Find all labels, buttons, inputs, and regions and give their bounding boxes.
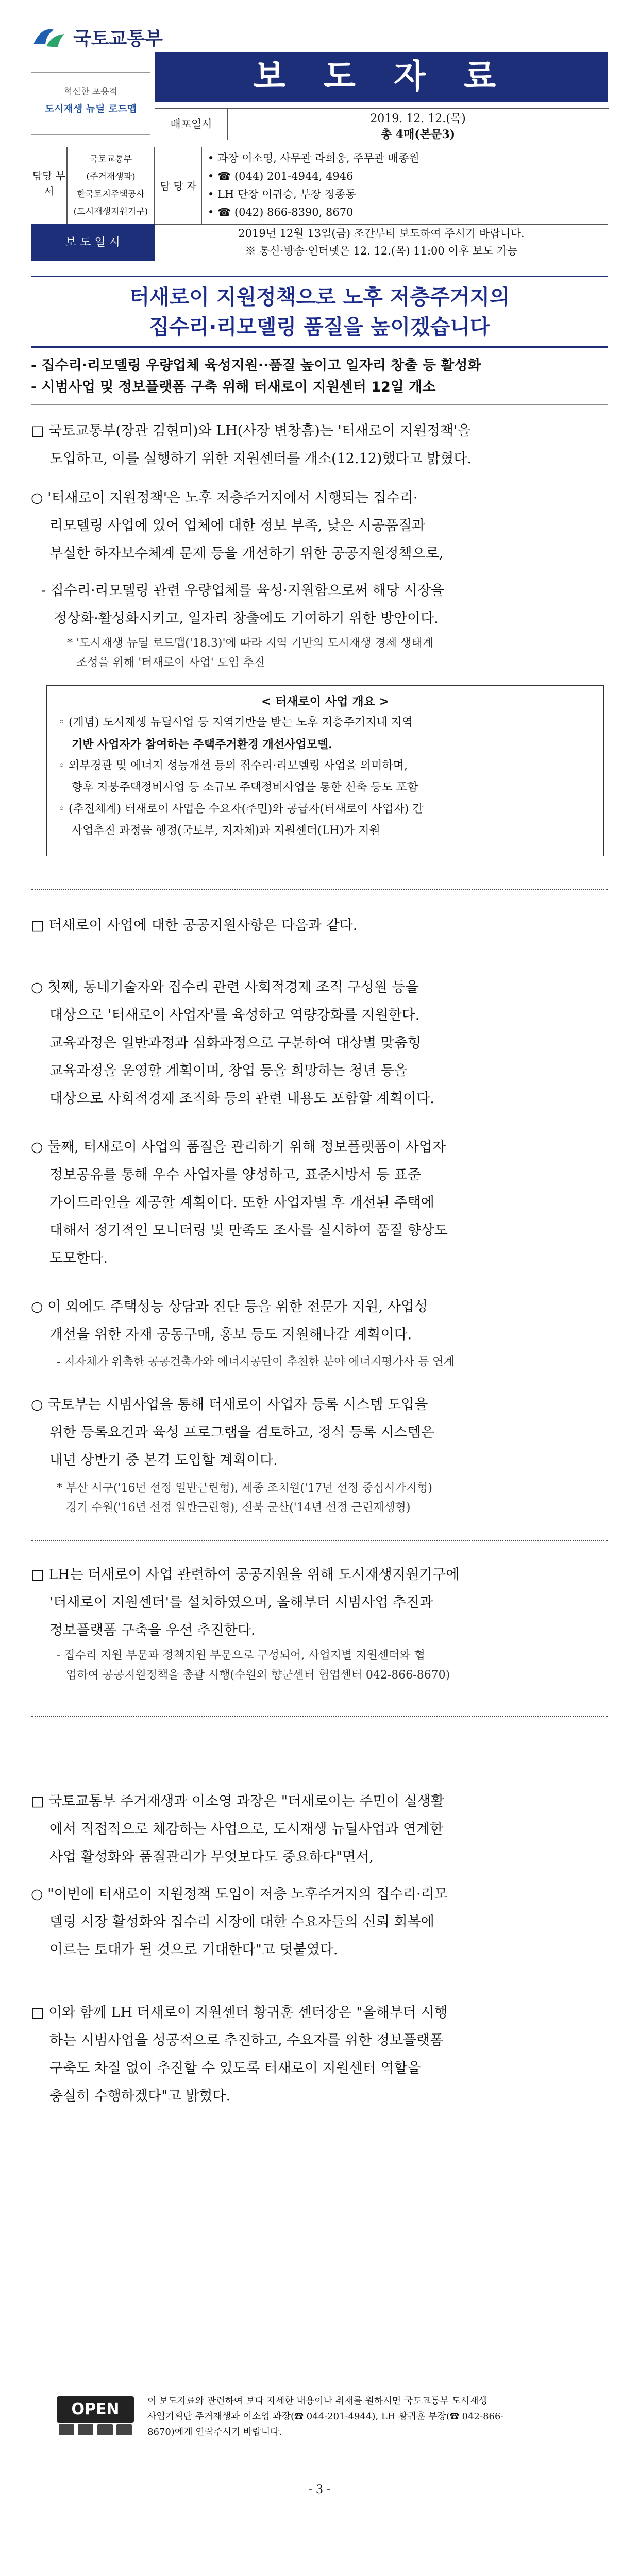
dotted-divider: [31, 889, 608, 890]
dept-list: 국토교통부 (주거재생과) 한국토지주택공사 (도시재생지원기구): [67, 147, 155, 224]
dotted-divider-3: [31, 1716, 608, 1717]
subheadline-1: - 집수리·리모델링 우량업체 육성지원··품질 높이고 일자리 창출 등 활성화: [31, 358, 481, 374]
kogl-license-icon: OPEN: [57, 2396, 134, 2437]
paragraph-8: ○ 국토부는 시범사업을 통해 터새로이 사업자 등록 시스템 도입을 위한 등록요건과 육성 프로그램을 검토하고, 정식 등록 시스템은 내년 상반기 중 본격 도입할 계획이다.: [31, 1397, 434, 1468]
paragraph-5: ○ 첫째, 동네기술자와 집수리 관련 사회적경제 조직 구성원 등을 대상으로 '터새로이 사업자'를 육성하고 역량강화를 지원한다. 교육과정은 일반과정과 심화과정으로 구분하여 대상별 맞춤형 교육과정을 운영할 계획이며, 창업 등을 희망하는 청년 등을 대상으로 사회적경제 조직화 등의 관련 내용도 포함할 계획이다.: [31, 979, 434, 1107]
headline-line-2: 집수리·리모델링 품질을 높이겠습니다: [149, 315, 490, 339]
ministry-emblem-icon: [31, 24, 67, 50]
contact-info: 담당 부서 국토교통부 (주거재생과) 한국토지주택공사 (도시재생지원기구) 담 당 자 • 과장 이소영, 사무관 라희웅, 주무관 배종원 • ☎ (044) 201-4944, 4946 • LH 단장 이귀승, 부장 정종동 • ☎ (042) 866-8390, 8670: [31, 147, 608, 224]
paragraph-2: ○ '터새로이 지원정책'은 노후 저층주거지에서 시행되는 집수리· 리모델링 사업에 있어 업체에 대한 정보 부족, 낮은 시공품질과 부실한 하자보수체계 문제 등을 개선하기 위한 공공지원정책으로,: [31, 490, 444, 562]
overview-box: < 터새로이 사업 개요 > ◦ (개념) 도시재생 뉴딜사업 등 지역기반을 받는 노후 저층주거지내 지역 기반 사업자가 참여하는 주택주거환경 개선사업모델. ◦ 외부경관 및 에너지 성능개선 등의 집수리·리모델링 사업을 의미하며, 향후 지붕주택정비사업 등 소규모 주택정비사업을 통한 신축 등도 포함 ◦ (추진체계) 터새로이 사업은 수요자(주민)와 공급자(터새로이 사업자) 간 사업추진 과정을 행정(국토부, 지자체)과 지원센터(LH)가 지원: [46, 685, 604, 856]
paragraph-10: □ 국토교통부 주거재생과 이소영 과장은 "터새로이는 주민이 실생활 에서 직접적으로 체감하는 사업으로, 도시재생 뉴딜사업과 연계한 사업 활성화와 품질관리가 무엇보다도 중요하다"면서,: [31, 1793, 445, 1865]
footnote-experts: - 지자체가 위촉한 공공건축가와 에너지공단이 추천한 분야 에너지평가사 등 연계: [57, 1355, 455, 1368]
footnote-center: - 집수리 지원 부문과 정책지원 부문으로 구성되어, 사업지별 지원센터와 협 업하여 공공지원정책을 총괄 시행(수원외 향군센터 협업센터 042-866-8670): [57, 1649, 450, 1682]
paragraph-9: □ LH는 터새로이 사업 관련하여 공공지원을 위해 도시재생지원기구에 '터새로이 지원센터'를 설치하였으며, 올해부터 시범사업 추진과 정보플랫폼 구축을 우선 추진한다.: [31, 1567, 460, 1638]
release-value: 2019. 12. 12.(목) 총 4매(본문3): [227, 108, 609, 140]
page-number-3: - 3 -: [308, 2483, 331, 2496]
subheadline-2: - 시범사업 및 정보플랫폼 구축 위해 터새로이 지원센터 12일 개소: [31, 379, 436, 395]
new-deal-logo: 혁신한 포용적 도시재생 뉴딜 로드맵: [31, 72, 150, 135]
paragraph-6: ○ 둘째, 터새로이 사업의 품질을 관리하기 위해 정보플랫폼이 사업자 정보공유를 통해 우수 사업자를 양성하고, 표준시방서 등 표준 가이드라인을 제공할 계획이다. 또한 사업자별 후 개선된 주택에 대해서 정기적인 모니터링 및 만족도 조사를 실시하여 품질 향상도 도모한다.: [31, 1139, 448, 1266]
contact-list: • 과장 이소영, 사무관 라희웅, 주무관 배종원 • ☎ (044) 201-4944, 4946 • LH 단장 이귀승, 부장 정종동 • ☎ (042) 866-8390, 8670: [201, 147, 608, 224]
paragraph-7: ○ 이 외에도 주택성능 상담과 진단 등을 위한 전문가 지원, 사업성 개선을 위한 자재 공동구매, 홍보 등도 지원해나갈 계획이다.: [31, 1299, 428, 1343]
headline-line-1: 터새로이 지원정책으로 노후 저층주거지의: [129, 285, 510, 309]
dotted-divider-2: [31, 1540, 608, 1541]
press-release-title: 보 도 자 료: [155, 52, 608, 102]
paragraph-3: - 집수리·리모델링 관련 우량업체를 육성·지원함으로써 해당 시장을 정상화·활성화시키고, 일자리 창출에도 기여하기 위한 방안이다.: [41, 583, 444, 626]
page-1: 국토교통부 혁신한 포용적 도시재생 뉴딜 로드맵 보 도 자 료 배포일시 2019. 12. 12.(목) 총 4매(본문3) 담당 부서 국토교통부 (주거재생과) 한국토지주택공사 (도시재생지원기구) 담 당 자 • 과장 이소영, 사무관 라희웅, 주무관 배종원 • ☎ (044) 201-4944, 4946 • LH 단장 이귀승, 부장 정종동 • ☎ (042) 866-8390, 8670 보 도 일 시 2019년 12월 13일(금) 조간부터 보도하여 주시기 바랍니다. ※ 통신·방송·인터넷은 12. 12.(목) 11:00 이후 보도 가능 터새로이 지원정책으로 노후 저층주거지의 집수리·리모델링 품질을 높이겠습니다 - 집수리·리모델링 우량업체 육성지원··품질 높이고 일자리 창출 등 활성화 - 시범사업 및 정보플랫폼 구축 위해 터새로이 지원센터 12일 개소 □ 국토교통부(장관 김현미)와 LH(사장 변창흠)는 '터새로이 지원정책'을 도입하고, 이를 실행하기 위한 지원센터를 개소(12.12)했다고 밝혔다. ○ '터새로이 지원정책'은 노후 저층주거지에서 시행되는 집수리· 리모델링 사업에 있어 업체에 대한 정보 부족, 낮은 시공품질과 부실한 하자보수체계 문제 등을 개선하기 위한 공공지원정책으로, - 집수리·리모델링 관련 우량업체를 육성·지원함으로써 해당 시장을 정상화·활성화시키고, 일자리 창출에도 기여하기 위한 방안이다. * '도시재생 뉴딜 로드맵('18.3)'에 따라 지역 기반의 도시재생 경제 생태계 조성을 위해 '터새로이 사업' 도입 추진 < 터새로이 사업 개요 > ◦ (개념) 도시재생 뉴딜사업 등 지역기반을 받는 노후 저층주거지내 지역 기반 사업자가 참여하는 주택주거환경 개선사업모델. ◦ 외부경관 및 에너지 성능개선 등의 집수리·리모델링 사업을 의미하며, 향후 지붕주택정비사업 등 소규모 주택정비사업을 통한 신축 등도 포함 ◦ (추진체계) 터새로이 사업은 수요자(주민)와 공급자(터새로이 사업자) 간 사업추진 과정을 행정(국토부, 지자체)과 지원센터(LH)가 지원 □ 터새로이 사업에 대한 공공지원사항은 다음과 같다. ○ 첫째, 동네기술자와 집수리 관련 사회적경제 조직 구성원 등을 대상으로 '터새로이 사업자'를 육성하고 역량강화를 지원한다. 교육과정은 일반과정과 심화과정으로 구분하여 대상별 맞춤형 교육과정을 운영할 계획이며, 창업 등을 희망하는 청년 등을 대상으로 사회적경제 조직화 등의 관련 내용도 포함할 계획이다. ○ 둘째, 터새로이 사업의 품질을 관리하기 위해 정보플랫폼이 사업자 정보공유를 통해 우수 사업자를 양성하고, 표준시방서 등 표준 가이드라인을 제공할 계획이다. 또한 사업자별 후 개선된 주택에 대해서 정기적인 모니터링 및 만족도 조사를 실시하여 품질 향상도 도모한다. ○ 이 외에도 주택성능 상담과 진단 등을 위한 전문가 지원, 사업성 개선을 위한 자재 공동구매, 홍보 등도 지원해나갈 계획이다. - 지자체가 위촉한 공공건축가와 에너지공단이 추천한 분야 에너지평가사 등 연계 ○ 국토부는 시범사업을 통해 터새로이 사업자 등록 시스템 도입을 위한 등록요건과 육성 프로그램을 검토하고, 정식 등록 시스템은 내년 상반기 중 본격 도입할 계획이다. * 부산 서구('16년 선정 일반근린형), 세종 조치원('17년 선정 중심시가지형) 경기 수원('16년 선정 일반근린형), 전북 군산('14년 선정 근린재생형) □ LH는 터새로이 사업 관련하여 공공지원을 위해 도시재생지원기구에 '터새로이 지원센터'를 설치하였으며, 올해부터 시범사업 추진과 정보플랫폼 구축을 우선 추진한다. - 집수리 지원 부문과 정책지원 부문으로 구성되어, 사업지별 지원센터와 협 업하여 공공지원정책을 총괄 시행(수원외 향군센터 협업센터 042-866-8670) □ 국토교통부 주거재생과 이소영 과장은 "터새로이는 주민이 실생활 에서 직접적으로 체감하는 사업으로, 도시재생 뉴딜사업과 연계한 사업 활성화와 품질관리가 무엇보다도 중요하다"면서, ○ "이번에 터새로이 지원정책 도입이 저층 노후주거지의 집수리·리모 델링 시장 활성화와 집수리 시장에 대한 수요자들의 신뢰 회복에 이르는 토대가 될 것으로 기대한다"고 덧붙였다. □ 이와 함께 LH 터새로이 지원센터 황귀훈 센터장은 "올해부터 시행 하는 시범사업을 성공적으로 추진하고, 수요자를 위한 정보플랫폼 구축도 차질 없이 추진할 수 있도록 터새로이 지원센터 역할을 충실히 수행하겠다"고 밝혔다. OPEN 이 보도자료와 관련하여 보다 자세한 내용이나 취재를 원하시면 국토교통부 도시재생 사업기획단 주거재생과 이소영 과장(☎ 044-201-4944), LH 황귀훈 부장(☎ 042-866- 8670)에게 연락주시기 바랍니다. - 3 -: [0, 0, 639, 2576]
footnote-pilot-sites: * 부산 서구('16년 선정 일반근린형), 세종 조치원('17년 선정 중심시가지형) 경기 수원('16년 선정 일반근린형), 전북 군산('14년 선정 근린재생형): [57, 1482, 432, 1514]
license-text: 이 보도자료와 관련하여 보다 자세한 내용이나 취재를 원하시면 국토교통부 도시재생 사업기획단 주거재생과 이소영 과장(☎ 044-201-4944), LH 황귀훈 부장(☎ 042-866- 8670)에게 연락주시기 바랍니다.: [147, 2396, 504, 2437]
embargo-text: 2019년 12월 13일(금) 조간부터 보도하여 주시기 바랍니다. ※ 통신·방송·인터넷은 12. 12.(목) 11:00 이후 보도 가능: [155, 224, 608, 261]
headline-rule-top: [31, 276, 608, 277]
separator: [31, 404, 608, 405]
embargo-row: 보 도 일 시 2019년 12월 13일(금) 조간부터 보도하여 주시기 바랍니다. ※ 통신·방송·인터넷은 12. 12.(목) 11:00 이후 보도 가능: [31, 224, 608, 261]
open-license-box: [49, 2391, 591, 2443]
headline-rule-bottom: [31, 346, 608, 348]
paragraph-10b: ○ "이번에 터새로이 지원정책 도입이 저층 노후주거지의 집수리·리모 델링 시장 활성화와 집수리 시장에 대한 수요자들의 신뢰 회복에 이르는 토대가 될 것으로 기대한다"고 덧붙였다.: [31, 1886, 448, 1958]
paragraph-4: □ 터새로이 사업에 대한 공공지원사항은 다음과 같다.: [31, 918, 358, 934]
paragraph-11: □ 이와 함께 LH 터새로이 지원센터 황귀훈 센터장은 "올해부터 시행 하는 시범사업을 성공적으로 추진하고, 수요자를 위한 정보플랫폼 구축도 차질 없이 추진할 수 있도록 터새로이 지원센터 역할을 충실히 수행하겠다"고 밝혔다.: [31, 2005, 448, 2104]
footnote-roadmap: * '도시재생 뉴딜 로드맵('18.3)'에 따라 지역 기반의 도시재생 경제 생태계 조성을 위해 '터새로이 사업' 도입 추진: [67, 637, 433, 669]
paragraph-1: □ 국토교통부(장관 김현미)와 LH(사장 변창흠)는 '터새로이 지원정책'을 도입하고, 이를 실행하기 위한 지원센터를 개소(12.12)했다고 밝혔다.: [31, 423, 472, 467]
ministry-logo: 국토교통부: [31, 24, 163, 50]
